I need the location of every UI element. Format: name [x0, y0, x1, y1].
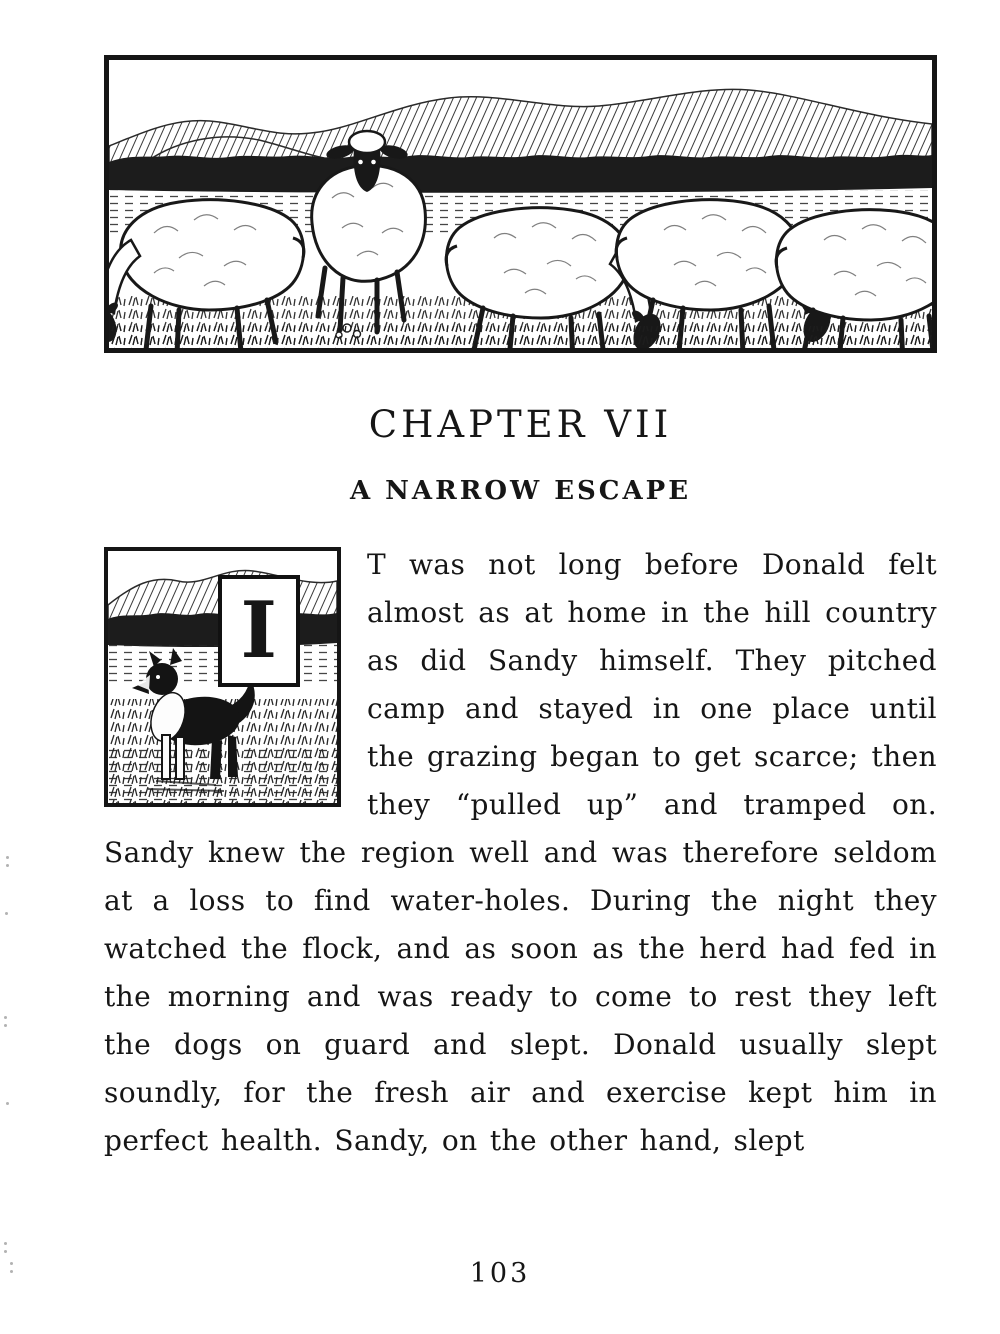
chapter-title: CHAPTER VII [368, 403, 673, 446]
scan-artifact [4, 1242, 7, 1245]
text-block [104, 55, 937, 1165]
sheep-grazing-illustration [109, 60, 932, 348]
header-illustration [104, 55, 937, 353]
scan-artifact [6, 1102, 9, 1105]
page-number: 103 [469, 1258, 531, 1289]
initial-illustration [104, 547, 341, 807]
section-title: A NARROW ESCAPE [349, 476, 692, 506]
drop-cap [218, 575, 300, 687]
body-paragraph [104, 541, 937, 1165]
scan-artifact [6, 856, 9, 859]
scan-artifact [5, 912, 8, 915]
scan-artifact [4, 1016, 7, 1019]
drop-cap-letter: I [240, 585, 278, 676]
body-text: T was not long before Donald felt almost as at home in the hill country as did Sandy himself. They pitched camp and stayed in one place until the grazing began to get scarce; then they “pulled up” and tramped on. Sandy knew the region well and was therefore seldom at a loss to find water-holes. During the night they watched the flock, and as soon as the herd had fed in the morning and was ready to come to rest they left the dogs on guard and slept. Donald usually slept soundly, for the fresh air and exercise kept him in perfect health. Sandy, on the other hand, slept [104, 548, 937, 1157]
